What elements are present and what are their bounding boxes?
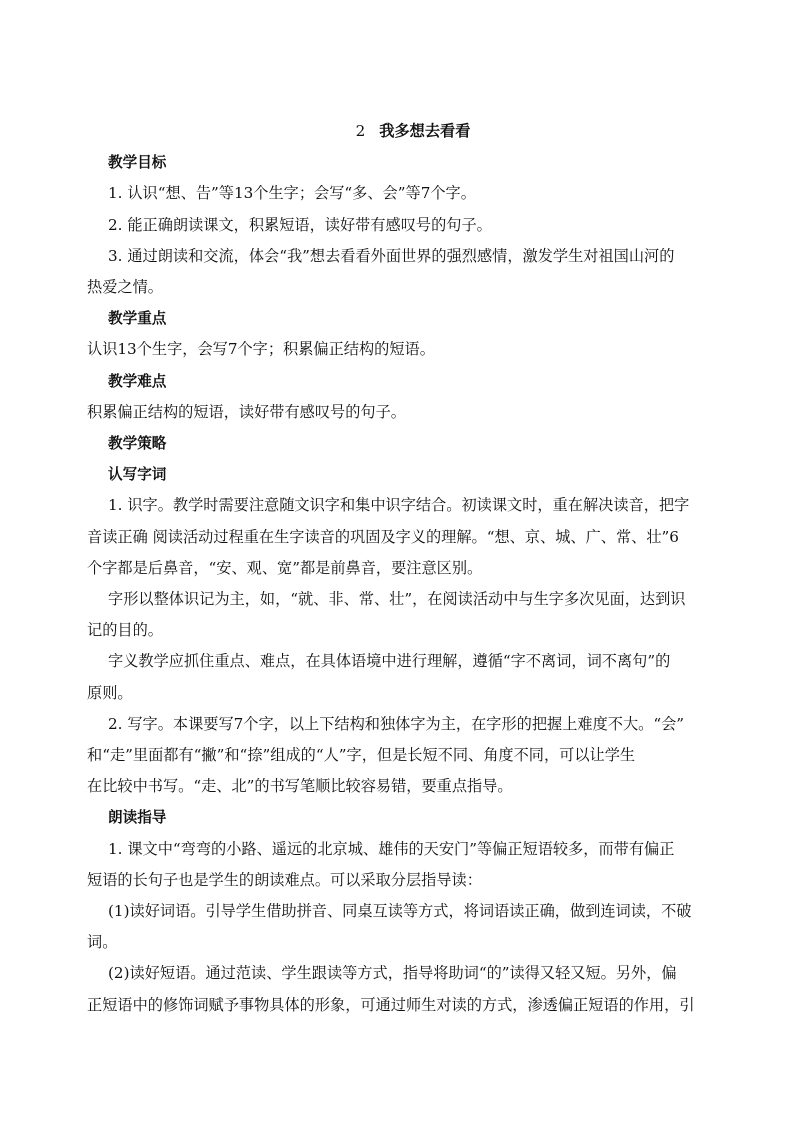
strategy-line-10: 在比较中书写。“走、北”的书写笔顺比较容易错，要重点指导。 <box>87 777 513 796</box>
reading-line-6: 正短语中的修饰词赋予事物具体的形象，可通过师生对读的方式，渗透偏正短语的作用，引 <box>87 995 695 1014</box>
strategy-line-5: 记的目的。 <box>87 621 163 640</box>
lesson-title <box>108 116 718 147</box>
strategy-line-9: 和“走”里面都有“撇”和“捺”组成的“人”字，但是长短不同、角度不同，可以让学生 <box>87 746 636 765</box>
reading-line-3: (1)读好词语。引导学生借助拼音、同桌互读等方式，将词语读正确，做到连词读，不破 <box>108 902 692 921</box>
strategy-line-2: 音读正确 阅读活动过程重在生字读音的巩固及字义的理解。“想、京、城、广、常、壮”6 <box>87 527 679 546</box>
goal-item-2: 2. 能正确朗读课文，积累短语，读好带有感叹号的句子。 <box>108 215 492 234</box>
reading-line-2: 短语的长句子也是学生的朗读难点。可以采取分层指导读： <box>87 870 482 889</box>
difficulty-heading: 教学难点 <box>108 372 167 390</box>
reading-heading: 朗读指导 <box>108 809 167 827</box>
goal-item-3-cont: 热爱之情。 <box>87 278 163 297</box>
key-heading: 教学重点 <box>108 310 167 328</box>
strategy-line-6: 字义教学应抓住重点、难点，在具体语境中进行理解，遵循“字不离词，词不离句”的 <box>108 652 671 671</box>
strategy-subheading: 认写字词 <box>108 466 167 484</box>
goal-item-1: 1. 认识“想、告”等13个生字；会写“多、会”等7个字。 <box>108 184 476 203</box>
key-text: 认识13个生字，会写7个字；积累偏正结构的短语。 <box>87 340 435 359</box>
strategy-heading: 教学策略 <box>108 435 167 453</box>
strategy-line-1: 1. 识字。教学时需要注意随文识字和集中识字结合。初读课文时，重在解决读音，把字 <box>108 496 690 515</box>
difficulty-text: 积累偏正结构的短语，读好带有感叹号的句子。 <box>87 402 406 421</box>
lesson-title-text: 我多想去看看 <box>379 122 471 140</box>
lesson-number: 2 <box>355 122 366 140</box>
reading-line-4: 词。 <box>87 933 118 952</box>
reading-line-1: 1. 课文中“弯弯的小路、遥远的北京城、雄伟的天安门”等偏正短语较多，而带有偏正 <box>108 839 675 858</box>
strategy-line-7: 原则。 <box>87 683 133 702</box>
document-body <box>87 116 718 1021</box>
strategy-line-3: 个字都是后鼻音，“安、观、宽”都是前鼻音，要注意区别。 <box>87 558 483 577</box>
strategy-line-4: 字形以整体识记为主，如，“就、非、常、壮”，在阅读活动中与生字多次见面，达到识 <box>108 590 686 609</box>
strategy-line-8: 2. 写字。本课要写7个字，以上下结构和独体字为主，在字形的把握上难度不大。“会” <box>108 714 685 733</box>
goal-item-3: 3. 通过朗读和交流，体会“我”想去看看外面世界的强烈感情，激发学生对祖国山河的 <box>108 246 675 265</box>
goals-heading: 教学目标 <box>108 154 167 172</box>
reading-line-5: (2)读好短语。通过范读、学生跟读等方式，指导将助词“的”读得又轻又短。另外，偏 <box>108 964 677 983</box>
